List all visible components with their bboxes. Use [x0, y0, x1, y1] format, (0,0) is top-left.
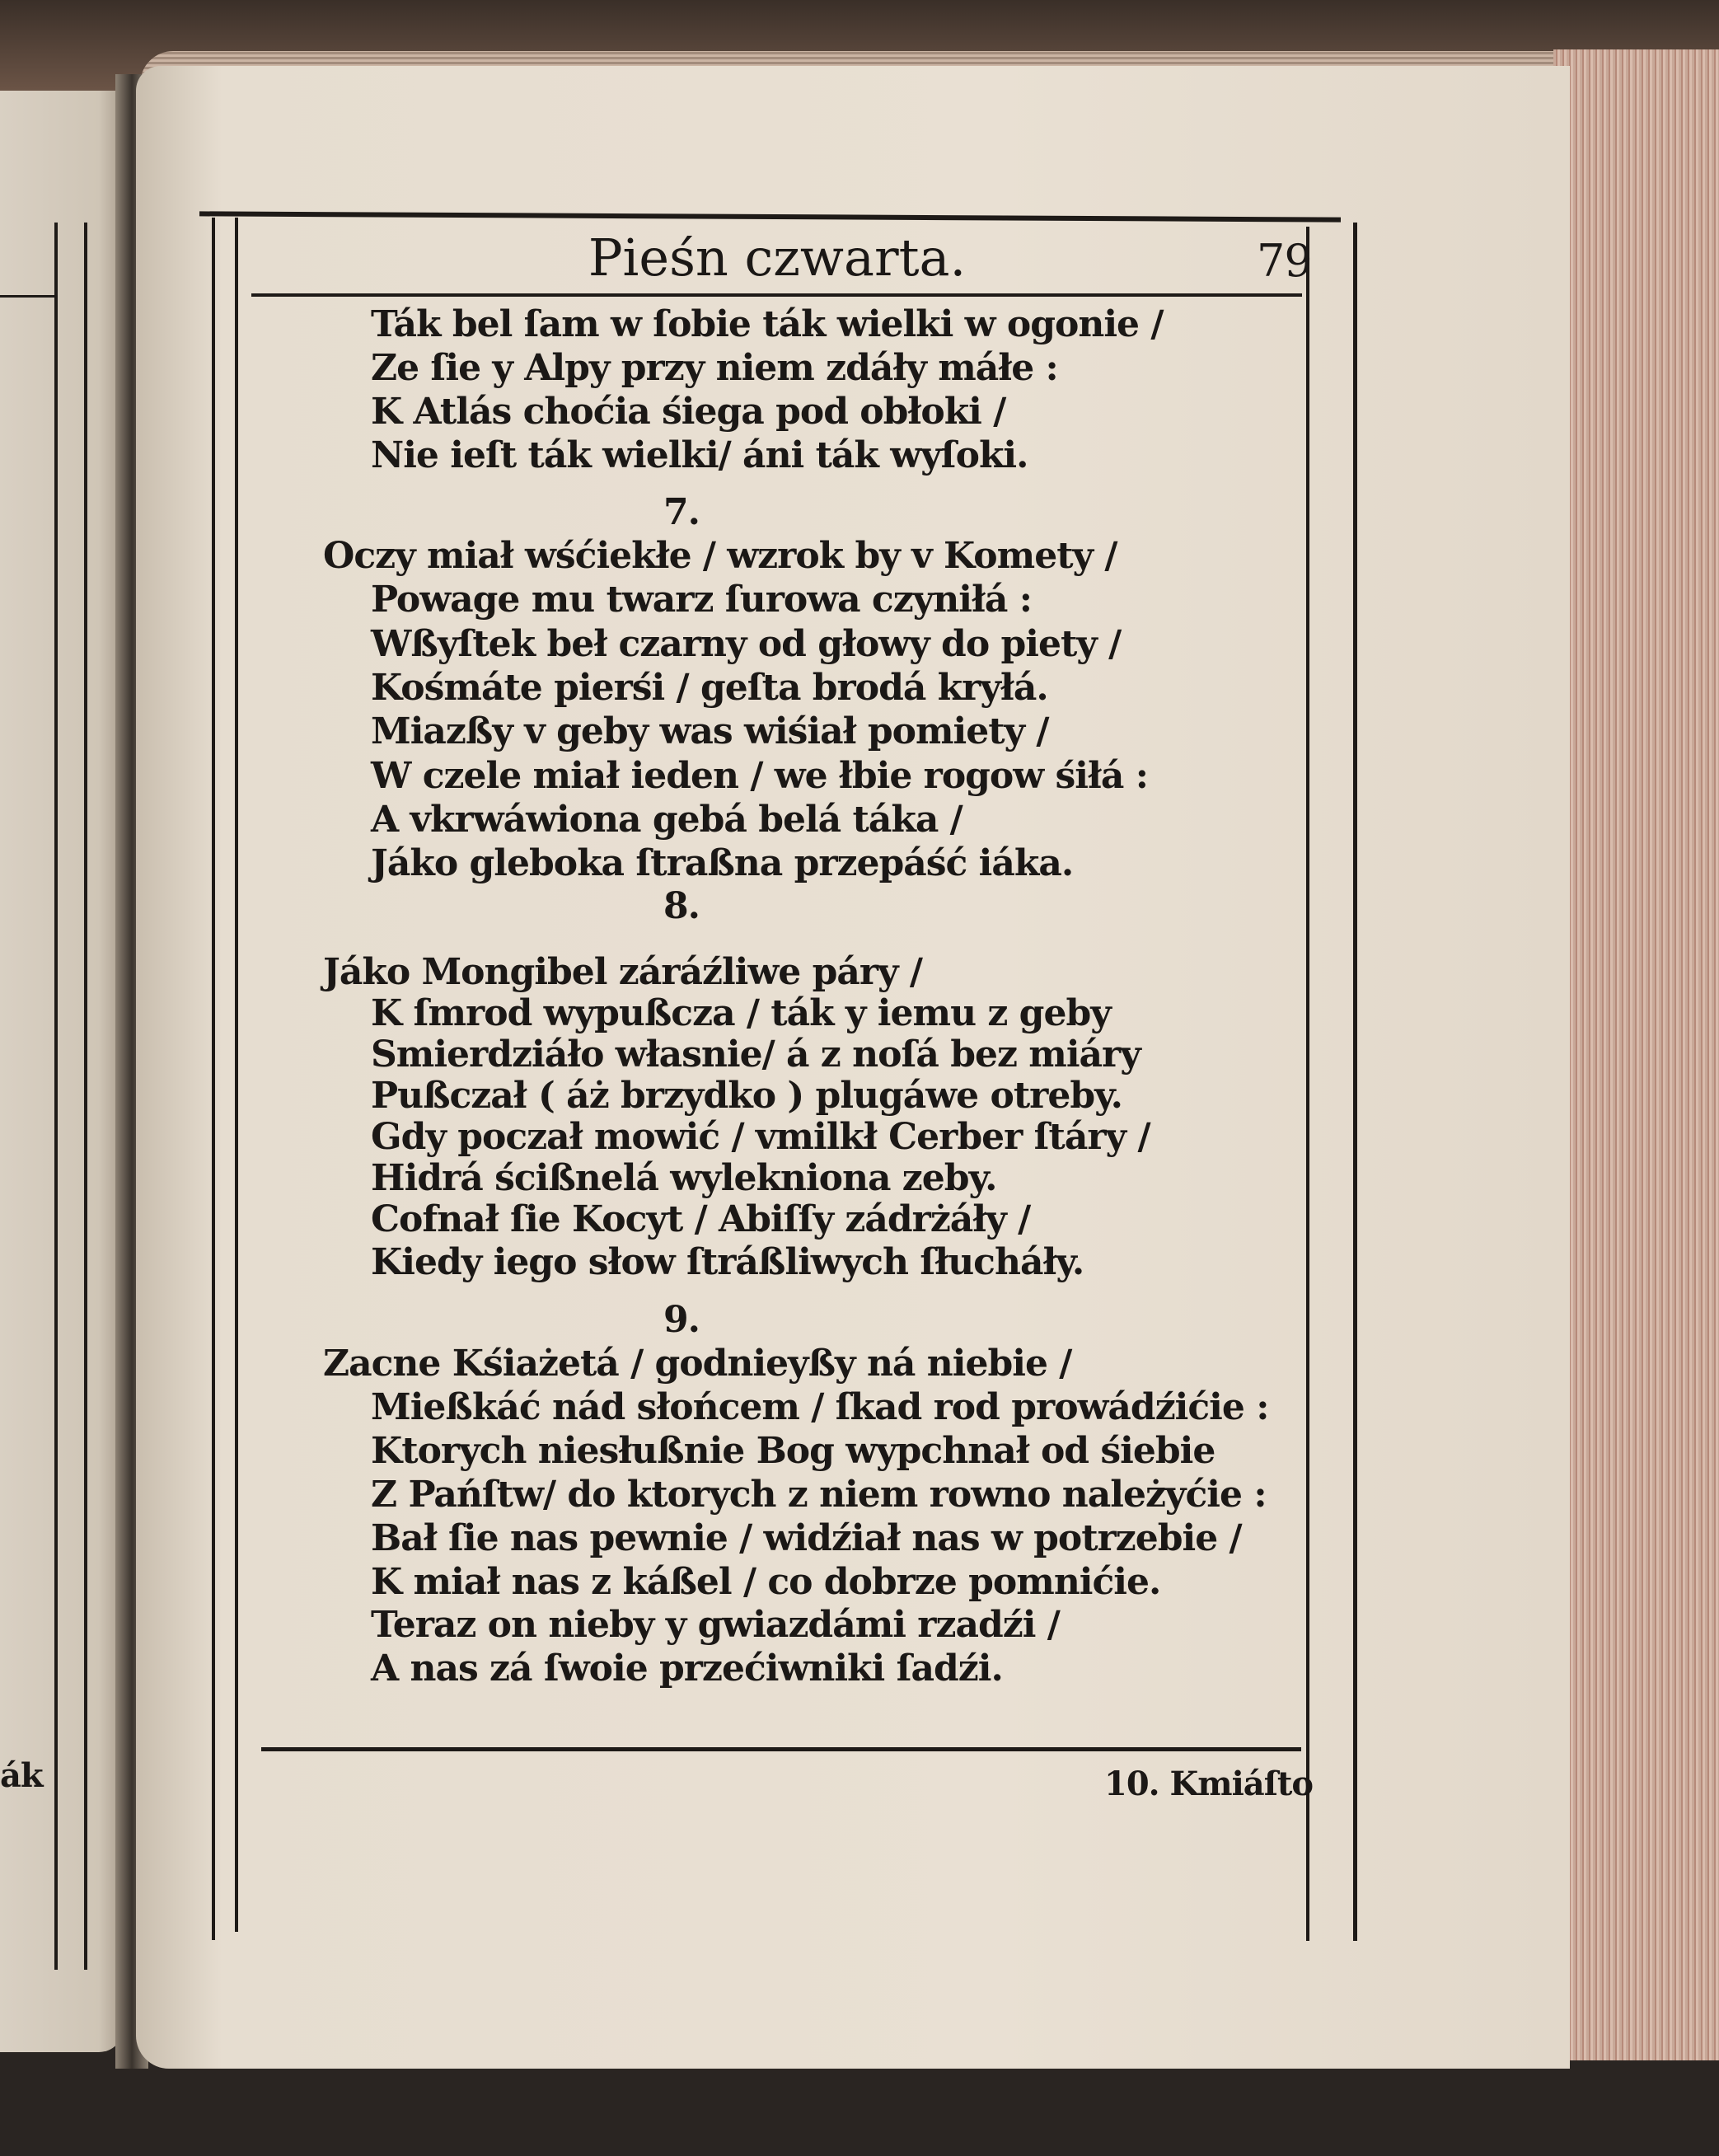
verse-line: Pußczał ( áż brzydko ) plugáwe otreby.	[371, 1075, 1122, 1117]
page-number: 79	[1257, 235, 1312, 287]
verse-line: Powage mu twarz ſurowa czyniłá :	[371, 579, 1032, 621]
frame-left-inner	[235, 218, 238, 1932]
verse-line: Jáko gleboka ſtraßna przepáść iáka.	[371, 842, 1074, 884]
verse-line: K ſmrod wypußcza / ták y iemu z geby	[371, 992, 1111, 1034]
verse-line: Oczy miał wśćiekłe / wzrok by v Komety /	[323, 535, 1117, 577]
verse-line: Wßyſtek beł czarny od głowy do piety /	[371, 623, 1122, 665]
verse-line: Nie ieſt ták wielki/ áni ták wyſoki.	[371, 434, 1028, 476]
left-page-frame-line	[54, 223, 58, 1970]
verse-line: Bał ſie nas pewnie / widźiał nas w potrzebie /	[371, 1517, 1242, 1559]
verse-line: Ták bel ſam w ſobie ták wielki w ogonie /	[371, 303, 1164, 345]
verse-line: Teraz on nieby y gwiazdámi rzadźi /	[371, 1604, 1060, 1646]
frame-left-outer	[212, 218, 215, 1940]
stanza-number: 7.	[663, 491, 700, 533]
verse-line: K Atlás choćia śiega pod obłoki /	[371, 391, 1006, 433]
left-page-rule	[0, 295, 54, 298]
verse-line: Zacne Kśiażetá / godnieyßy ná niebie /	[323, 1343, 1072, 1385]
verse-line: Hidrá ścißnelá wylekniona zeby.	[371, 1157, 997, 1199]
catchword: 10. Kmiáſto	[1104, 1765, 1314, 1803]
left-page-fragment: ák	[0, 1756, 43, 1795]
verse-line: Miazßy v geby was wiśiał pomiety /	[371, 710, 1049, 752]
verse-line: K miał nas z káßel / co dobrze pomnićie.	[371, 1561, 1161, 1603]
verse-line: Jáko Mongibel záráźliwe páry /	[323, 951, 923, 993]
verse-line: Gdy poczał mowić / vmilkł Cerber ſtáry /	[371, 1116, 1150, 1158]
verse-line: Ktorych niesłußnie Bog wypchnał od śiebie	[371, 1430, 1215, 1472]
running-head: Pieśn czwarta.	[588, 227, 967, 288]
left-page-frame-line	[84, 223, 87, 1970]
stanza-number: 8.	[663, 885, 700, 927]
verse-line: W czele miał ieden / we łbie rogow śiłá :	[371, 755, 1148, 797]
verse-line: Z Pańſtw/ do ktorych z niem rowno należyćie :	[371, 1474, 1267, 1516]
verse-line: A vkrwáwiona gebá belá táka /	[371, 799, 963, 841]
verse-line: Smierdziáło własnie/ á z noſá bez miáry	[371, 1033, 1141, 1076]
frame-right-inner	[1306, 227, 1309, 1941]
page-block-edges	[1553, 49, 1719, 2060]
footer-rule	[261, 1747, 1301, 1751]
frame-right-outer	[1353, 223, 1357, 1941]
header-rule	[251, 293, 1302, 297]
verse-line: Mießkáć nád słońcem / ſkad rod prowádźićie :	[371, 1386, 1269, 1428]
verse-line: Cofnał ſie Kocyt / Abiſſy zádrżáły /	[371, 1198, 1031, 1240]
verse-line: Kiedy iego słow ſtráßliwych ſłucháły.	[371, 1241, 1084, 1283]
verse-line: Ze ſie y Alpy przy niem zdáły máłe :	[371, 347, 1058, 389]
verse-line: A nas zá ſwoie przećiwniki ſadźi.	[371, 1647, 1003, 1690]
stanza-number: 9.	[663, 1299, 700, 1341]
verse-line: Kośmáte pierśi / geſta brodá kryłá.	[371, 667, 1048, 709]
